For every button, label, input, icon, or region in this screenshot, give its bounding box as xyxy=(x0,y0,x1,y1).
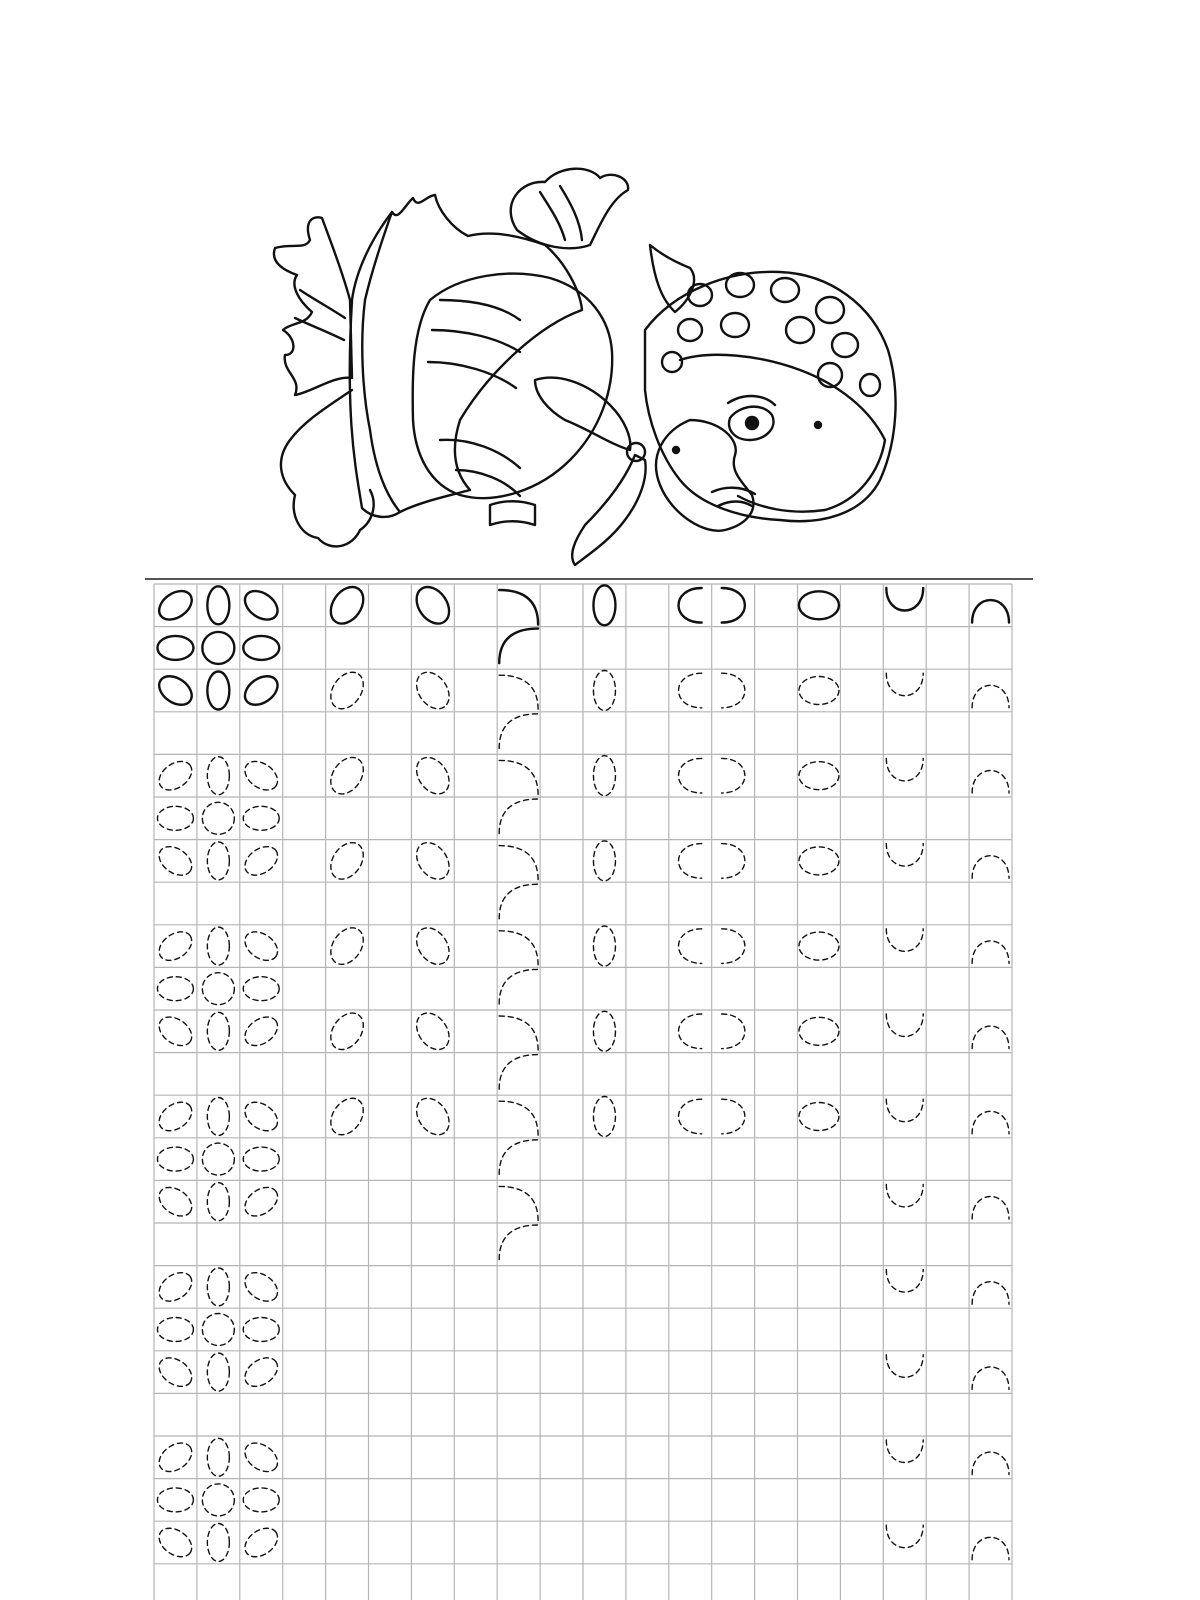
upright-oval xyxy=(593,585,615,625)
flower-petal xyxy=(157,636,193,660)
flat-oval xyxy=(799,1017,839,1045)
duck-skirt-icon xyxy=(350,195,582,517)
flower-petal xyxy=(240,670,283,710)
tilted-oval-left xyxy=(410,666,456,715)
cup-arc xyxy=(886,588,923,611)
flower-petal xyxy=(240,1352,283,1392)
duck-neck-scarf-icon xyxy=(535,378,630,450)
bracket-left-arc xyxy=(679,758,702,793)
flat-oval xyxy=(799,847,839,875)
flower-petal xyxy=(202,1143,234,1175)
cup-arc xyxy=(886,1270,923,1293)
flower-petal xyxy=(154,1522,197,1562)
duck-cheek-mark-icon xyxy=(815,422,821,428)
dome-arc xyxy=(972,1282,1009,1305)
duck-scarf-knot-icon xyxy=(627,443,645,461)
flower-petal xyxy=(154,585,197,625)
bracket-right-arc xyxy=(722,1099,745,1134)
flower-petal xyxy=(207,1268,229,1306)
upright-oval xyxy=(593,1097,615,1137)
bracket-left-arc xyxy=(679,588,702,623)
flower-petal xyxy=(154,756,197,796)
tilted-oval-right xyxy=(324,1092,370,1141)
flower-petal xyxy=(202,1484,234,1516)
flower-petal xyxy=(207,1183,229,1221)
flower-petal xyxy=(202,1314,234,1346)
practice-grid xyxy=(154,584,1012,1600)
flower-petal xyxy=(154,1437,197,1477)
upright-oval xyxy=(593,1011,615,1051)
flower-petal xyxy=(157,1147,193,1171)
flower-petal xyxy=(207,927,229,965)
duck-foot-cuff-icon xyxy=(490,501,535,525)
dome-arc xyxy=(972,600,1009,623)
duck-nostril-icon xyxy=(673,447,679,453)
tilted-oval-right xyxy=(324,836,370,885)
quarter-arc-down xyxy=(499,1101,538,1136)
tilted-oval-left xyxy=(410,1007,456,1056)
tilted-oval-right xyxy=(324,1007,370,1056)
flower-petal xyxy=(154,1011,197,1051)
flower-petal xyxy=(157,977,193,1001)
bracket-right-arc xyxy=(722,673,745,708)
flower-petal xyxy=(154,1267,197,1307)
cup-arc xyxy=(886,758,923,781)
bracket-right-arc xyxy=(722,758,745,793)
flower-petal xyxy=(207,1012,229,1050)
flat-oval xyxy=(799,591,839,619)
flower-petal xyxy=(240,926,283,966)
dome-arc xyxy=(972,1197,1009,1220)
tilted-oval-right xyxy=(324,581,370,630)
quarter-arc-up xyxy=(499,1055,538,1090)
flat-oval xyxy=(799,932,839,960)
duck-brow-icon xyxy=(728,396,775,405)
duck-foot-icon xyxy=(281,390,374,546)
flower-petal xyxy=(154,841,197,881)
tilted-oval-left xyxy=(410,751,456,800)
quarter-arc-up xyxy=(499,1140,538,1175)
dome-arc xyxy=(972,1452,1009,1475)
upright-oval xyxy=(593,756,615,796)
flower-petal xyxy=(240,1011,283,1051)
cup-arc xyxy=(886,1099,923,1122)
flower-petal xyxy=(207,1353,229,1391)
bracket-right-arc xyxy=(722,844,745,879)
flat-oval xyxy=(799,762,839,790)
quarter-arc-up xyxy=(499,799,538,834)
dome-arc xyxy=(972,1111,1009,1134)
flower-petal xyxy=(207,1524,229,1562)
flower-petal xyxy=(207,586,229,624)
flower-petal xyxy=(243,1147,279,1171)
flower-petal xyxy=(207,757,229,795)
flower-petal xyxy=(240,841,283,881)
headscarf-dots-icon xyxy=(662,273,880,396)
duck-scarf-tail-icon xyxy=(572,455,645,565)
duck-wing-feather-icon xyxy=(540,186,582,240)
flower-petal xyxy=(202,973,234,1005)
bracket-left-arc xyxy=(679,673,702,708)
flower-petal xyxy=(240,1267,283,1307)
dome-arc xyxy=(972,1367,1009,1390)
duck-tail-lines-icon xyxy=(295,290,345,340)
flower-petal xyxy=(154,926,197,966)
upright-oval xyxy=(593,671,615,711)
dome-arc xyxy=(972,1026,1009,1049)
cup-arc xyxy=(886,844,923,867)
upright-oval xyxy=(593,841,615,881)
flat-oval xyxy=(799,677,839,705)
quarter-arc-down xyxy=(499,1016,538,1051)
quarter-arc-up xyxy=(499,714,538,749)
quarter-arc-down xyxy=(499,590,538,625)
flower-petal xyxy=(240,585,283,625)
flower-petal xyxy=(240,1522,283,1562)
cup-arc xyxy=(886,1184,923,1207)
quarter-arc-up xyxy=(499,969,538,1004)
flower-petal xyxy=(207,842,229,880)
flower-petal xyxy=(154,670,197,710)
duck-illustration xyxy=(274,169,896,565)
tilted-oval-left xyxy=(410,922,456,971)
flower-petal xyxy=(207,1098,229,1136)
duck-wing-icon xyxy=(511,169,628,249)
upright-oval xyxy=(593,926,615,966)
flower-petal xyxy=(207,1438,229,1476)
flower-petal xyxy=(157,806,193,830)
cup-arc xyxy=(886,673,923,696)
bracket-left-arc xyxy=(679,1014,702,1049)
bracket-left-arc xyxy=(679,929,702,964)
cup-arc xyxy=(886,929,923,952)
flower-petal xyxy=(240,1182,283,1222)
flower-petal xyxy=(157,1318,193,1342)
flower-petal xyxy=(240,1437,283,1477)
cup-arc xyxy=(886,1440,923,1463)
cup-arc xyxy=(886,1355,923,1378)
dome-arc xyxy=(972,685,1009,708)
flat-oval xyxy=(799,1103,839,1131)
flower-petal xyxy=(243,1488,279,1512)
flower-petal xyxy=(240,1096,283,1136)
duck-face-icon xyxy=(680,355,885,512)
flower-petal xyxy=(243,636,279,660)
duck-headscarf-point-icon xyxy=(650,245,694,312)
bracket-right-arc xyxy=(722,1014,745,1049)
quarter-arc-down xyxy=(499,846,538,881)
tilted-oval-right xyxy=(324,666,370,715)
dome-arc xyxy=(972,941,1009,964)
quarter-arc-up xyxy=(499,629,538,664)
tracing-patterns xyxy=(154,581,1009,1600)
dome-arc xyxy=(972,771,1009,794)
flower-petal xyxy=(243,806,279,830)
flower-petal xyxy=(243,1318,279,1342)
quarter-arc-down xyxy=(499,931,538,966)
flower-petal xyxy=(207,672,229,710)
tilted-oval-right xyxy=(324,922,370,971)
quarter-arc-down xyxy=(499,675,538,710)
duck-tail-icon xyxy=(274,217,352,395)
quarter-arc-up xyxy=(499,1225,538,1260)
dome-arc xyxy=(972,1537,1009,1560)
quarter-arc-down xyxy=(499,760,538,795)
tilted-oval-left xyxy=(410,581,456,630)
bracket-left-arc xyxy=(679,844,702,879)
cup-arc xyxy=(886,1525,923,1548)
quarter-arc-down xyxy=(499,1186,538,1221)
duck-head-icon xyxy=(645,272,896,521)
bracket-right-arc xyxy=(722,588,745,623)
duck-skirt-ruffle-icon xyxy=(362,212,400,512)
bracket-right-arc xyxy=(722,929,745,964)
bracket-left-arc xyxy=(679,1099,702,1134)
flower-petal xyxy=(154,1352,197,1392)
tilted-oval-left xyxy=(410,836,456,885)
duck-mouth-icon xyxy=(712,488,755,506)
flower-petal xyxy=(154,1182,197,1222)
flower-petal xyxy=(202,632,234,664)
duck-pupil-icon xyxy=(746,417,758,429)
flower-petal xyxy=(154,1096,197,1136)
dome-arc xyxy=(972,856,1009,879)
flower-petal xyxy=(157,1488,193,1512)
flower-petal xyxy=(243,977,279,1001)
quarter-arc-up xyxy=(499,884,538,919)
tilted-oval-left xyxy=(410,1092,456,1141)
flower-petal xyxy=(240,756,283,796)
cup-arc xyxy=(886,1014,923,1037)
tilted-oval-right xyxy=(324,751,370,800)
flower-petal xyxy=(202,802,234,834)
